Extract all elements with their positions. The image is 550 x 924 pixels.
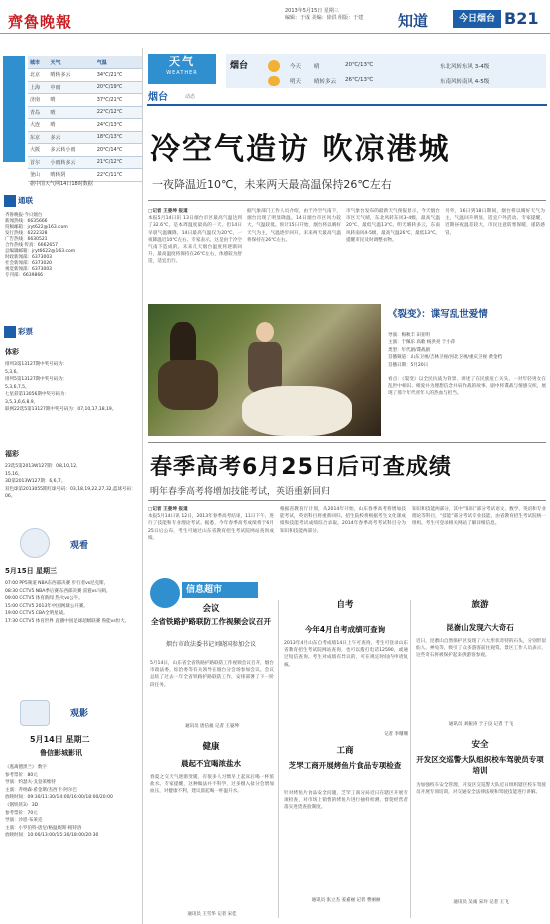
fucai-title: 福彩 [5, 450, 19, 458]
table-cell: 釜山 [28, 169, 49, 182]
list-item: 广告热线：6630521 [5, 237, 48, 242]
table-cell: 22℃/12℃ [95, 106, 142, 119]
table-header: 天气 [49, 56, 95, 69]
table-row [28, 144, 142, 157]
list-item: 3D第2013W127期：6,6,7。 [5, 479, 66, 484]
divider [148, 200, 546, 201]
table-cell: 大阪 [28, 144, 49, 157]
list-item: 发行热线：6222328 [5, 231, 48, 236]
guanying-heading [70, 706, 88, 719]
table-row [28, 119, 142, 132]
story1-col2: 据气象部门工作人员介绍，由于冷空气南下，烟台出现了明显降温。14日烟台市区风力较大，气温较低。预计15日开始，烟台将以晴好天气为主，气温逐步回升。未来两天最高气温将保持在26℃左右。 [247, 209, 341, 243]
list-item: 参考票价：70元 [5, 810, 38, 816]
list-item: 15:00 CCTV5 2013年中国网球公开赛。 [5, 603, 88, 609]
info-body: 春夏之交天气逐渐变暖，有很多人习惯早上起床后喝一杯浓盐水。专家提醒，这种做法并不科学，过多摄入盐分会增加血压，对健康不利，建议晨起喝一杯温开水。 [150, 775, 274, 795]
list-item: 新闻热线：6635666 [5, 219, 48, 224]
table-cell: 晴转多云 [49, 69, 95, 82]
caipiao-heading [4, 326, 33, 338]
weather-table-flag [3, 56, 25, 162]
list-item: 23选5第2013W127期：08,10,12, [5, 464, 78, 469]
info-body: 2013年4月山东自考成绩14日上午可查询，考生可登录山东省教育招生考试院网站查询，也可以拨打电话12590，或通过短信查询。考生对成绩有异议的，可在规定时间内申请复核。 [284, 641, 408, 668]
list-item: 双色球第2013055期红球号码：03,18,19,22,27,32,蓝球号码：06。 [5, 486, 136, 499]
tv-still-photo [148, 304, 381, 436]
subhead-2: 明年春季高考将增加技能考试，英语重新回归 [150, 487, 331, 497]
weather-logo-en: WEATHER [166, 70, 198, 76]
info-cat: 会议 [202, 604, 220, 614]
rider-face [256, 322, 274, 342]
date-line: 2013年5月15日 星期三 [285, 8, 339, 14]
list-item: 投稿邮箱：jryt622@163.com [5, 225, 68, 230]
list-item: 07:00 PP5频道 NBA东西部决赛 步行者vs尼克斯。 [5, 581, 109, 586]
list-item: 类型：年代剧/谍战剧 [388, 347, 431, 353]
table-row [28, 156, 142, 169]
list-item: 时政新闻部：6373003 [5, 255, 53, 260]
today-wind: 东北风转东风 3-4级 [440, 64, 490, 70]
table-cell: 34℃/21℃ [95, 69, 142, 82]
editor-line: 编辑：于成 美编：徐洪 组版：于建 [285, 15, 364, 21]
weather-logo-cn: 天气 [169, 55, 195, 68]
info-cat: 旅游 [471, 600, 489, 610]
list-item: 3,5,3,6,6,8,9。 [5, 399, 39, 405]
table-cell: 晴转阴 [49, 169, 95, 182]
cinema-name: 鲁信影城影讯 [40, 749, 82, 757]
table-header-row [28, 56, 142, 69]
tomorrow-temp: 26℃/13℃ [345, 77, 374, 83]
date-info [285, 8, 393, 22]
table-cell: 小雨转多云 [49, 156, 95, 169]
list-item: 《钢铁侠3》 3D [5, 802, 39, 808]
table-cell: 晴 [49, 94, 95, 107]
table-cell: 多云 [49, 131, 95, 144]
tv-synopsis: 看点：《裂变》以全民抗战为背景，讲述了在民族危亡关头，一对年轻男女在乱世中相识、相爱并为理想信念并肩作战的故事。剧中将谍战与情感交织，展现了那个年代青年人的热血与担当。 [388, 377, 546, 397]
table-cell: 24℃/13℃ [95, 119, 142, 132]
story1-text: 本报5月14日讯 13日烟台市区最高气温达到了32.6℃，是本周温度最高的一天。但14日早晨气温骤降，14日最高气温仅为20℃，一夜降温近10℃左右。专家表示，这是由于冷空气南下造成的。未来几天烟台温度将逐渐回升，最高温度将保持在26℃左右，体感较为舒适，适宜出行。 [148, 216, 242, 265]
guankan-title: 观看 [70, 541, 89, 551]
section-name: 知道 [398, 12, 429, 30]
rider-figure-left [170, 322, 196, 362]
info-byline: 通讯员 刘振涛 于子良 记者 于飞 [448, 722, 514, 727]
table-row [28, 106, 142, 119]
info-cat: 安全 [471, 740, 489, 750]
list-item: 导演：约瑟夫·戈登莱维特 [5, 780, 56, 786]
section-sub-badge: 今日烟台 [453, 10, 501, 28]
story1-col1 [148, 208, 242, 300]
info-body: 5月14日，山东省全省铁路护路联防工作视频会议召开，烟台市政法委、综治委等有关领导在烟台分会场参加会议。会议总结了过去一年全省铁路护路联防工作，安排部署了下一阶段任务。 [150, 661, 274, 688]
list-item: 排列5第13127期中奖号码为： [5, 377, 68, 382]
table-cell: 22℃/11℃ [95, 169, 142, 182]
info-byline: 通讯员 吴诚 宋玲 记者 王飞 [453, 900, 509, 905]
guanying-list [5, 764, 139, 840]
list-item: 总编辑邮箱：jryt6622@163.com [5, 249, 76, 254]
info-byline: 通讯员 张立杰 姜嘉丽 记者 曹丽丽 [311, 898, 381, 903]
story2-byline: □记者 王晏坤 报道 [148, 507, 188, 512]
list-item: 专刊部：6639866 [5, 273, 44, 278]
list-item: 主演：于佩乐 高歌 杨洪亮 于小萍 [388, 340, 456, 346]
info-title: 全省铁路护路联防工作视频会议召开 [151, 617, 271, 626]
guanying-date: 5月14日 星期二 [30, 735, 90, 744]
tv-title: 《裂变》：谍写乱世爱情 [388, 309, 488, 320]
tv-credits [388, 332, 546, 369]
tiyu-list [5, 361, 139, 414]
horse-left [158, 360, 218, 410]
tomorrow-wind: 东南风转南风 4-5级 [440, 79, 490, 85]
section-marker-icon [4, 326, 16, 338]
today-temp: 20℃/13℃ [345, 62, 374, 68]
table-cell: 首尔 [28, 156, 49, 169]
sun-cloud-icon [268, 76, 280, 86]
table-cell: 20℃/19℃ [95, 81, 142, 94]
info-cat: 工商 [336, 746, 354, 756]
info-title: 晨起不宜喝浓盐水 [181, 759, 241, 768]
weather-table [28, 56, 142, 182]
weather-logo [148, 54, 216, 84]
list-item: 导演：梅秋丰 田亚明 [388, 333, 430, 338]
info-byline: 通讯员 唐信福 记者 王晏坤 [185, 724, 239, 729]
list-item: 导演：沙恩·布莱克 [5, 818, 43, 824]
weather-city: 烟台 [148, 92, 168, 103]
page-number: B21 [504, 9, 539, 28]
list-item: 联网22选5第13127期中奖号码为：07,10,17,18,19。 [5, 407, 117, 412]
story2-col1 [148, 506, 274, 572]
tomorrow-label: 明天 [290, 79, 302, 85]
list-item: 首播日期：5月20日 [388, 362, 429, 368]
info-body: 近日，昆嵛山自然保护区发现了六大形状奇特的石头，分别形似仙人、神龟等，吸引了众多游客前往观赏。景区工作人员表示，这些奇石将被保护起来供游客参观。 [416, 639, 546, 659]
info-title: 今年4月自考成绩可查询 [304, 625, 386, 634]
table-cell: 青岛 [28, 106, 49, 119]
info-sub: 烟台市政法委书记刘晓国参加会议 [165, 641, 256, 648]
list-item: 放映时间：10:00/13:00/15:30/18:00/20:30 [5, 833, 99, 839]
guankan-heading [70, 538, 88, 551]
guankan-list [5, 580, 139, 626]
column-divider [278, 600, 279, 918]
today-label: 今天 [290, 64, 302, 70]
list-item: 5,3,6,7,5。 [5, 384, 30, 390]
table-row [28, 169, 142, 182]
info-byline: 记者 李珊珊 [384, 732, 408, 737]
newspaper-logo: 齊魯晚報 [8, 13, 73, 31]
list-item: 15,16。 [5, 471, 23, 477]
info-body: 针对烤鱼片食品安全问题，芝罘工商分局近日在辖区开展专项检查，对市场上销售的烤鱼片进行抽样检测，督促经营者落实进货查验制度。 [284, 791, 408, 811]
info-body: 为加强校车安全管理，开发区交巡警大队近日组织辖区校车驾驶员开展专项培训，对交通安全法律法规和驾驶技能进行讲解。 [416, 783, 546, 796]
story1-col4: 另外，16日到18日期间，烟台将以晴好天气为主，气温回升明显，适宜户外活动。专家提醒，近期昼夜温差较大，市民注意防寒保暖，谨防感冒。 [445, 209, 545, 236]
list-item: 09:00 CCTV5 体育新闻 热火vs公牛。 [5, 596, 83, 602]
list-item: 19:00 CCTV5 CBA全明星战。 [5, 611, 68, 617]
weather-city-sub: 动态 [185, 94, 196, 100]
guanying-title: 观影 [70, 709, 89, 719]
list-item: 合作热线 传真：6662657 [5, 243, 58, 248]
story1-byline: □记者 王晏坤 报道 [148, 209, 188, 214]
list-item: 主演：小罗伯特·唐尼/格温妮斯·帕特洛 [5, 825, 82, 831]
table-cell: 北京 [28, 69, 49, 82]
table-cell: 东京 [28, 131, 49, 144]
table-cell: 20℃/14℃ [95, 144, 142, 157]
table-cell: 中雨 [49, 81, 95, 94]
forecast-city: 烟台 [230, 61, 249, 71]
info-byline: 通讯员 王雪华 记者 宋佳 [187, 912, 237, 917]
info-title: 开发区交巡警大队组织校车驾驶员专项培训 [416, 755, 544, 775]
rider-figure-right [248, 342, 282, 392]
info-market-head: 信息超市 [182, 582, 258, 598]
section-marker-icon [4, 195, 16, 207]
list-item: 参考票价：80元 [5, 772, 38, 778]
tongji-heading [4, 195, 33, 207]
divider [148, 442, 546, 443]
story1-col3: 市气象台发布的最新天气预报显示，今天烟台市区天气晴，东北风转东风3-4级，最高气温20℃，最低气温13℃。明天晴转多云，东南风转南风4-5级，最高气温26℃，最低13℃。提醒市民及时调整衣物。 [346, 209, 440, 243]
today-weather: 晴 [314, 64, 320, 70]
weather-source: 据中国天气网14日18时数据 [30, 181, 93, 187]
table-cell: 晴 [49, 106, 95, 119]
film-icon [20, 700, 50, 726]
column-divider [410, 600, 411, 918]
tomorrow-weather: 晴转多云 [314, 79, 337, 85]
table-row [28, 131, 142, 144]
subhead-1: 一夜降温近10℃，未来两天最高温保持26℃左右 [152, 178, 392, 191]
guankan-date: 5月15日 星期三 [5, 567, 58, 575]
table-cell: 18℃/13℃ [95, 131, 142, 144]
list-item: 齐鲁晚报·今日烟台 [5, 213, 43, 218]
tongji-list [5, 213, 139, 279]
list-item: 《逃离德黑兰》 数字 [5, 765, 47, 770]
table-cell: 晴 [49, 119, 95, 132]
list-item: 放映时间：09:30/11:30/14:00/16:00/18:00/20:00 [5, 795, 113, 801]
table-cell: 21℃/12℃ [95, 156, 142, 169]
tiyu-title: 体彩 [5, 348, 19, 356]
list-item: 08:30 CCTV5 NBA季后赛东西部决赛 雷霆vs马刺。 [5, 588, 111, 594]
table-cell: 上海 [28, 81, 49, 94]
list-item: 17:30 CCTV5 体育世界 直播中国足球超级联赛 鲁能vs恒大。 [5, 618, 130, 624]
info-title: 昆嵛山发现六大奇石 [446, 623, 514, 632]
headline-2: 春季高考6月25日后可查成绩 [150, 455, 452, 480]
story2-text: 本报5月14日讯 12日，2013年春季高考结束，11日下午，进行了技能和专业理论考试。据悉，今年春季高考成绩将于6月25日后公布，考生可通过山东省教育招生考试院网站查询成绩。 [148, 514, 274, 541]
table-row [28, 69, 142, 82]
tongji-title: 通联 [18, 196, 33, 205]
list-item: 社会新闻部：6373020 [5, 261, 53, 266]
table-cell: 大连 [28, 119, 49, 132]
list-item: 主演：乔纳森·希金斯/杰西卡·阿尔巴 [5, 787, 77, 793]
table-row [28, 94, 142, 107]
list-item: 首播频道：山东卫视/吉林卫视/河北卫视/重庆卫视 黄金档 [388, 355, 502, 361]
table-cell: 多云转小雨 [49, 144, 95, 157]
sun-icon [268, 60, 280, 72]
table-header: 气温 [95, 56, 142, 69]
list-item: 排列3第13127期中奖号码为： [5, 362, 68, 367]
info-title: 芝罘工商开展烤鱼片食品专项检查 [288, 761, 402, 770]
info-cat: 自考 [336, 600, 354, 610]
table-header: 城市 [28, 56, 49, 69]
headline-1: 冷空气造访 吹凉港城 [150, 132, 451, 167]
table-cell: 济南 [28, 94, 49, 107]
story2-col3: 知识和技能两部分，其中“知识”部分考试语文、数学、英语和专业理论等科目，“技能”部分考试专业技能，由省教育招生考试院统一组织。考生可登录相关网站了解详细信息。 [412, 507, 546, 527]
fucai-list [5, 463, 139, 501]
tv-icon [20, 528, 50, 558]
caipiao-title: 彩票 [18, 327, 33, 336]
info-cat: 健康 [202, 742, 220, 752]
list-item: 5,3,6。 [5, 369, 21, 375]
story2-col2: 根据省教育厅计划，从2014年开始，山东春季高考将增加技能考试，英语科目将重新回归。招生院校将根据考生文化课成绩和技能考试成绩综合录取。2014年春季高考考试科目分为知识和技能两部分。 [280, 507, 406, 534]
list-item: 视觉新闻部：6373003 [5, 267, 53, 272]
table-row [28, 81, 142, 94]
list-item: 七星彩第13056期中奖号码为： [5, 392, 69, 397]
table-cell: 37℃/21℃ [95, 94, 142, 107]
horse-right [242, 386, 352, 436]
divider [148, 500, 546, 501]
